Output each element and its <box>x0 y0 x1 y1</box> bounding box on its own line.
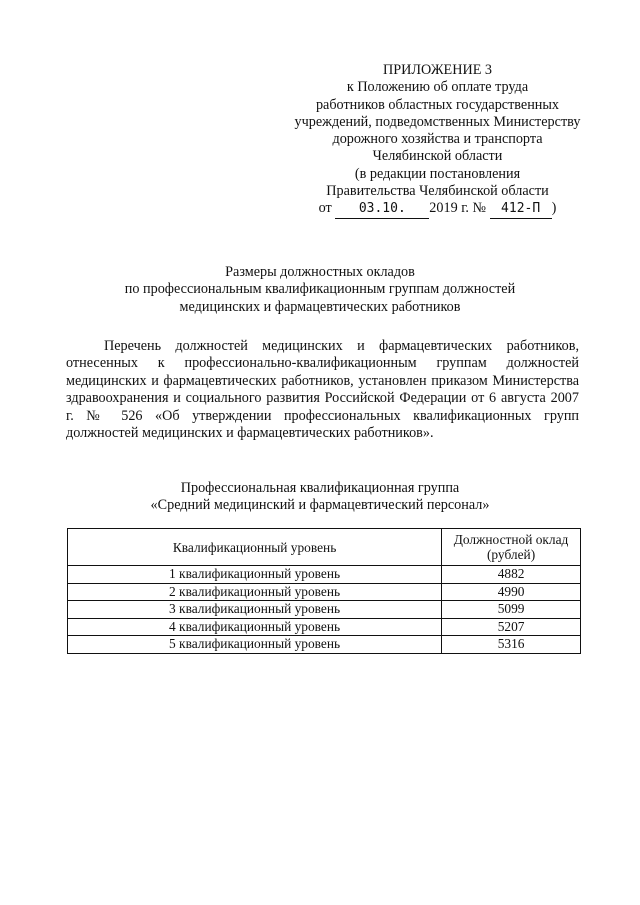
title-line: по профессиональным квалификационным группам должностей <box>124 281 516 298</box>
date-prefix: от <box>318 200 332 217</box>
table-row <box>68 583 581 601</box>
salary-cell: 4990 <box>442 583 581 601</box>
resolution-number: 412-П <box>490 200 552 218</box>
appendix-line: Челябинской области <box>372 148 503 165</box>
salary-table <box>67 528 581 654</box>
table-row <box>68 618 581 636</box>
group-heading-line: Профессиональная квалификационная группа <box>180 480 460 496</box>
title-line: Размеры должностных окладов <box>225 264 415 280</box>
resolution-date-line <box>265 200 610 218</box>
table-header-row <box>68 529 581 566</box>
resolution-date: 03.10. <box>335 200 429 218</box>
table-row <box>68 601 581 619</box>
close-paren: ) <box>551 200 557 217</box>
level-cell: 3 квалификационный уровень <box>68 601 442 619</box>
salary-cell: 5207 <box>442 618 581 636</box>
appendix-line: к Положению об оплате труда <box>346 79 529 96</box>
level-cell: 4 квалификационный уровень <box>68 618 442 636</box>
group-heading <box>70 480 570 515</box>
level-cell: 2 квалификационный уровень <box>68 583 442 601</box>
appendix-line: ПРИЛОЖЕНИЕ 3 <box>382 62 493 78</box>
document-title <box>70 264 570 316</box>
year-text: 2019 г. № <box>429 200 487 217</box>
level-cell: 1 квалификационный уровень <box>68 566 442 584</box>
appendix-line: (в редакции постановления <box>354 165 521 182</box>
appendix-line: Правительства Челябинской области <box>326 183 549 200</box>
intro-paragraph: Перечень должностей медицинских и фармацевтических работников, отнесенных к профессионально-квалификационным группам должностей медицинских и фармацевтических работников, установлен приказом Министерства здравоохранения и социального развития Российской Федерации от 6 августа 2007 г. № 526 «Об утверждении профессиональных квалификационных групп должностей медицинских и фармацевтических работников». <box>66 338 579 442</box>
salary-cell: 5316 <box>442 636 581 654</box>
salary-cell: 4882 <box>442 566 581 584</box>
appendix-line: учреждений, подведомственных Министерству <box>294 113 581 130</box>
column-header-level: Квалификационный уровень <box>68 529 442 566</box>
appendix-line: дорожного хозяйства и транспорта <box>332 131 543 148</box>
salary-cell: 5099 <box>442 601 581 619</box>
group-heading-line: «Средний медицинский и фармацевтический персонал» <box>150 497 490 514</box>
table-row <box>68 636 581 654</box>
column-header-salary: Должностной оклад (рублей) <box>442 529 581 566</box>
title-line: медицинских и фармацевтических работников <box>179 298 461 315</box>
level-cell: 5 квалификационный уровень <box>68 636 442 654</box>
appendix-header <box>265 62 610 219</box>
table-row <box>68 566 581 584</box>
appendix-line: работников областных государственных <box>315 96 560 113</box>
